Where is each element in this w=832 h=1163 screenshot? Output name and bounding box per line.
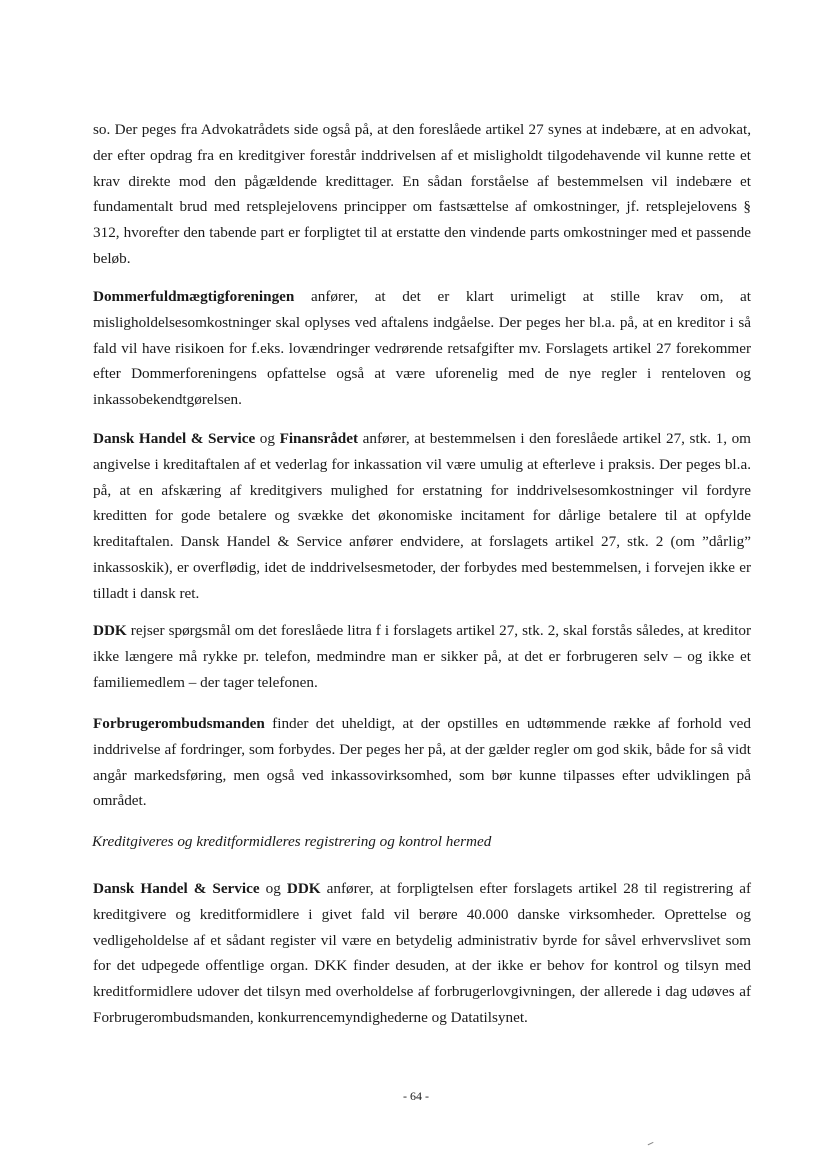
paragraph-text: rejser spørgsmål om det foreslåede litra f i forslagets artikel 27, stk. 2, skal forstås således, at kreditor ikke længere må rykke pr. telefon, medmindre man er sikker på, at det er forbrugeren selv – og ikke et familiemedlem – der tager telefonen. — [93, 622, 751, 691]
paragraph-dansk-handel-finansraadet — [93, 426, 751, 607]
paragraph-text: anfører, at forpligtelsen efter forslagets artikel 28 til registrering af kreditgivere og kreditformidlere i givet fald vil berøre 40.000 danske virksomheder. Oprettelse og vedligeholdelse af et sådant register vil være en betydelig administrativ byrde for såvel erhvervslivet som for det udpegede offentlige organ. DKK finder desuden, at der ikke er behov for kontrol og tilsyn med kreditformidlere udover det tilsyn med overholdelse af forbrugerlovgivningen, der allerede i dag udøves af Forbrugerombudsmanden, konkurrencemyndighederne og Datatilsynet. — [93, 880, 752, 1026]
conjunction: og — [259, 880, 287, 897]
paragraph-text: finder det uheldigt, at der opstilles en udtømmende række af forhold ved inddrivelse af fordringer, som forbydes. Der peges her på, at der gælder regler om god skik, både for så vidt angår markedsføring, men også ved inkassovirksomhed, som bør kunne tilpasses efter udviklingen på området. — [93, 715, 751, 810]
paragraph-text: anfører, at bestemmelsen i den foreslåede artikel 27, stk. 1, om angivelse i kreditaftalen af et vederlag for inkassation vil være umulig at efterleve i praksis. Der peges bl.a. på, at en afskæring af kreditgivers mulighed for erstatning for inddrivelsesomkostninger vil fordyre kreditten for gode betalere og svække det økonomiske incitament for dårlige betalere til at opfylde kreditaftalen. Dansk Handel & Service anfører endvidere, at forslagets artikel 27, stk. 2 (om ”dårlig” inkassoskik), er overflødig, idet de inddrivelsesmetoder, der forbydes med bestemmelsen, i forvejen ikke er tilladt i dansk ret. — [93, 430, 751, 602]
page-number: - 64 - — [403, 1089, 429, 1103]
organization-name: Dansk Handel & Service — [93, 880, 260, 897]
organization-name: Forbrugerombudsmanden — [93, 715, 265, 732]
paragraph-text: anfører, at det er klart urimeligt at stille krav om, at misligholdelsesomkostninger skal oplyses ved aftalens indgåelse. Der peges her bl.a. på, at en kreditor i så fald vil have risikoen for f.eks. lovændringer vedrørende retsafgifter mv. Forslagets artikel 27 forekommer efter Dommerforeningens opfattelse også at være uforenelig med de nye regler i renteloven og inkassobekendtgørelsen. — [93, 288, 751, 409]
organization-name-2: Finansrådet — [279, 430, 359, 447]
section-heading: Kreditgiveres og kreditformidleres registrering og kontrol hermed — [92, 833, 492, 850]
organization-name-2: DDK — [286, 880, 321, 897]
paragraph-dommerfuldmaegtig — [93, 284, 751, 413]
organization-name: Dansk Handel & Service — [93, 430, 256, 447]
paragraph-advokatraadet — [93, 117, 751, 272]
paragraph-ddk — [93, 618, 751, 695]
organization-name: Dommerfuldmægtigforeningen — [93, 288, 295, 305]
paragraph-registrering — [93, 876, 751, 1031]
paragraph-forbrugerombudsmanden — [93, 711, 751, 814]
conjunction: og — [255, 430, 280, 447]
scan-mark — [648, 1142, 655, 1147]
paragraph-text: so. Der peges fra Advokatrådets side også på, at den foreslåede artikel 27 synes at indebære, at en advokat, der efter opdrag fra en kreditgiver forestår inddrivelsen af et misligholdt tilgodehavende vil kunne rette et krav direkte mod den pågældende kredittager. En sådan forståelse af bestemmelsen vil indebære et fundamentalt brud med retsplejelovens principper om fastsættelse af omkostninger, jf. retsplejelovens § 312, hvorefter den tabende part er forpligtet til at erstatte den vindende parts omkostninger med et passende beløb. — [93, 121, 751, 267]
organization-name: DDK — [93, 622, 127, 639]
